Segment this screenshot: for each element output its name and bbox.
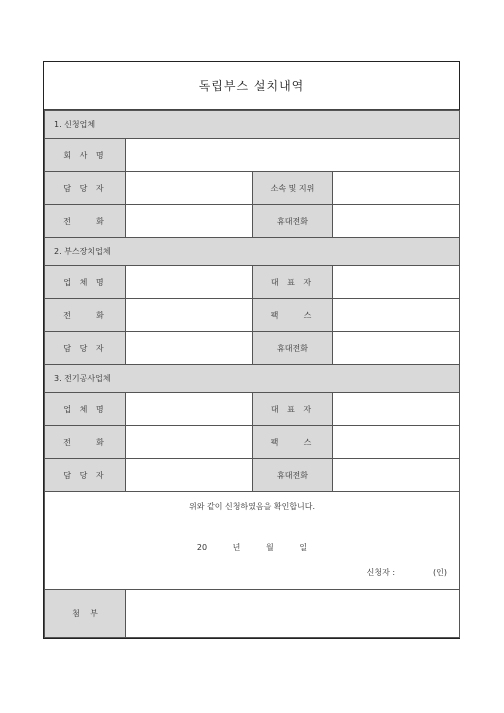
elec-mobile-field[interactable] [333, 459, 460, 492]
booth-ceo-label: 대 표 자 [253, 266, 333, 299]
elec-manager-label: 담 당 자 [45, 459, 126, 492]
booth-company-label: 업 체 명 [45, 266, 126, 299]
phone-label: 전 화 [45, 205, 126, 238]
position-label: 소속 및 지위 [253, 172, 333, 205]
elec-ceo-field[interactable] [333, 393, 460, 426]
booth-manager-label: 담 당 자 [45, 332, 126, 365]
form-title: 독립부스 설치내역 [44, 62, 459, 110]
booth-manager-field[interactable] [126, 332, 253, 365]
company-name-label: 회 사 명 [45, 139, 126, 172]
applicant-signature-label: 신청자 : [366, 568, 396, 577]
phone-field[interactable] [126, 205, 253, 238]
elec-ceo-label: 대 표 자 [253, 393, 333, 426]
seal-mark: (인) [433, 568, 448, 577]
elec-fax-label: 팩 스 [253, 426, 333, 459]
manager-label: 담 당 자 [45, 172, 126, 205]
declaration-text: 위와 같이 신청하였음을 확인합니다. [188, 502, 316, 511]
elec-manager-field[interactable] [126, 459, 253, 492]
booth-phone-label: 전 화 [45, 299, 126, 332]
section-header-applicant: 1. 신청업체 [45, 111, 460, 139]
mobile-label: 휴대전화 [253, 205, 333, 238]
elec-company-field[interactable] [126, 393, 253, 426]
manager-field[interactable] [126, 172, 253, 205]
application-form [43, 61, 460, 639]
elec-fax-field[interactable] [333, 426, 460, 459]
booth-ceo-field[interactable] [333, 266, 460, 299]
booth-fax-field[interactable] [333, 299, 460, 332]
form-table [44, 110, 460, 638]
applicant-signature-line [367, 567, 447, 578]
elec-phone-label: 전 화 [45, 426, 126, 459]
attachment-label: 첨 부 [45, 590, 126, 638]
elec-mobile-label: 휴대전화 [253, 459, 333, 492]
attachment-field[interactable] [126, 590, 460, 638]
booth-fax-label: 팩 스 [253, 299, 333, 332]
section-header-electrical: 3. 전기공사업체 [45, 365, 460, 393]
elec-phone-field[interactable] [126, 426, 253, 459]
booth-mobile-field[interactable] [333, 332, 460, 365]
declaration-date: 20 년 월 일 [196, 543, 308, 552]
elec-company-label: 업 체 명 [45, 393, 126, 426]
mobile-field[interactable] [333, 205, 460, 238]
booth-mobile-label: 휴대전화 [253, 332, 333, 365]
booth-company-field[interactable] [126, 266, 253, 299]
position-field[interactable] [333, 172, 460, 205]
company-name-field[interactable] [126, 139, 460, 172]
booth-phone-field[interactable] [126, 299, 253, 332]
section-header-booth-installer: 2. 부스장치업체 [45, 238, 460, 266]
declaration-block [45, 492, 460, 590]
